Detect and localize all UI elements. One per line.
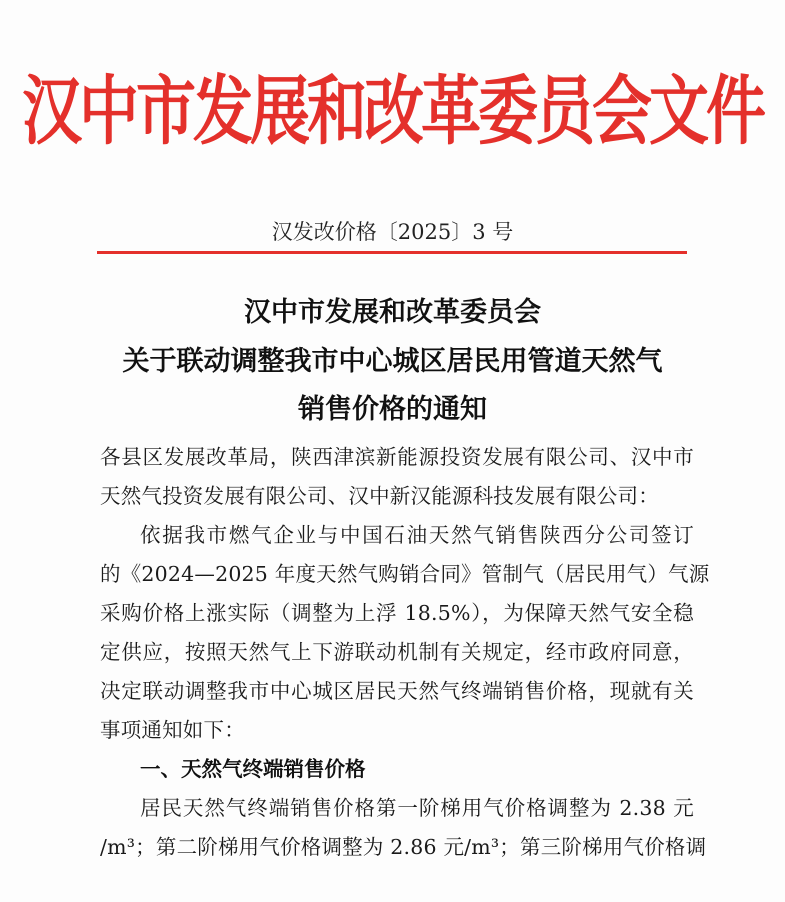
notice-title-line-3: 销售价格的通知	[298, 394, 487, 425]
document-masthead: 汉中市发展和改革委员会文件	[22, 68, 763, 156]
paragraph-1-line-3: 采购价格上涨实际（调整为上浮 18.5%），为保障天然气安全稳	[100, 601, 694, 625]
paragraph-1-line-4: 定供应，按照天然气上下游联动机制有关规定，经市政府同意，	[100, 640, 694, 664]
paragraph-1-line-1: 依据我市燃气企业与中国石油天然气销售陕西分公司签订	[140, 523, 694, 547]
notice-title-line-1: 汉中市发展和改革委员会	[244, 297, 541, 328]
section-1-heading: 一、天然气终端销售价格	[140, 757, 366, 781]
paragraph-2-line-2: /m³；第二阶梯用气价格调整为 2.86 元/m³；第三阶梯用气价格调	[100, 835, 707, 859]
document-number: 汉发改价格〔2025〕3 号	[271, 220, 514, 244]
red-divider-line	[97, 251, 687, 254]
paragraph-1-line-2: 的《2024—2025 年度天然气购销合同》管制气（居民用气）气源	[100, 562, 710, 586]
recipients-line-1: 各县区发展改革局，陕西津滨新能源投资发展有限公司、汉中市	[100, 445, 694, 469]
paragraph-1-line-5: 决定联动调整我市中心城区居民天然气终端销售价格，现就有关	[100, 679, 694, 703]
recipients-line-2: 天然气投资发展有限公司、汉中新汉能源科技发展有限公司：	[100, 484, 659, 508]
paragraph-2-line-1: 居民天然气终端销售价格第一阶梯用气价格调整为 2.38 元	[140, 796, 694, 820]
paragraph-1-line-6: 事项通知如下：	[100, 718, 245, 742]
notice-title-line-2: 关于联动调整我市中心城区居民用管道天然气	[122, 346, 663, 377]
